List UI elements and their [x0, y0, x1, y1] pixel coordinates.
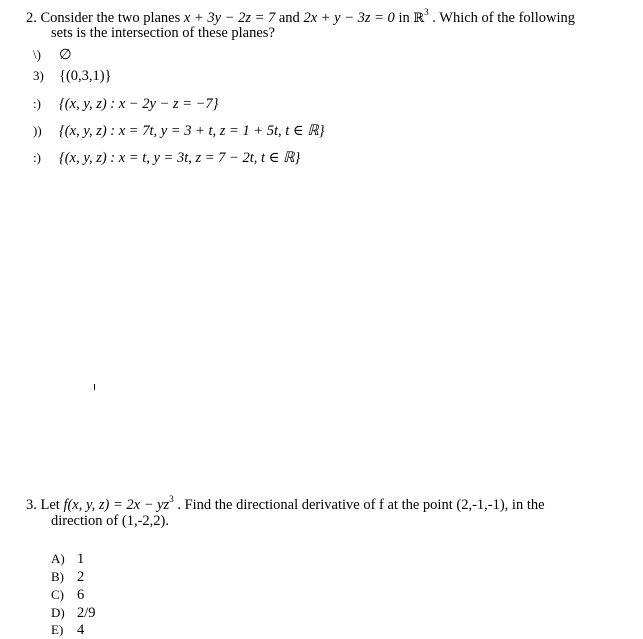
q2-option-a-text: ∅	[59, 47, 72, 63]
q2-text-b: . Which of the following	[432, 10, 575, 26]
q3-option-d[interactable]	[51, 604, 96, 622]
q2-text-c: sets is the intersection of these planes?	[51, 25, 275, 41]
q3-function: f(x, y, z) = 2x − yz	[63, 497, 170, 513]
q3-option-e-letter: E)	[51, 622, 64, 637]
q2-option-b[interactable]	[33, 67, 112, 85]
q3-option-c-text: 6	[77, 587, 85, 603]
q3-option-a-letter: A)	[51, 551, 65, 566]
q2-option-d-text: {(x, y, z) : x = 7t, y = 3 + t, z = 1 + 5t, t ∈ ℝ}	[59, 123, 325, 139]
q3-function-exponent: 3	[169, 494, 174, 504]
q2-option-e[interactable]	[33, 149, 300, 167]
q2-plane-2: 2x + y − 3z = 0	[303, 10, 395, 26]
q2-option-a[interactable]	[33, 46, 72, 64]
q2-number: 2.	[26, 10, 37, 26]
q3-option-b-text: 2	[77, 569, 85, 585]
q2-space-exponent: 3	[424, 7, 429, 17]
q3-option-e[interactable]	[51, 621, 84, 639]
q2-option-a-letter: \)	[33, 47, 41, 62]
q2-option-d[interactable]	[33, 122, 325, 140]
q2-option-c-text: {(x, y, z) : x − 2y − z = −7}	[59, 96, 219, 112]
q2-in: in	[398, 10, 410, 26]
q2-plane-1: x + 3y − 2z = 7	[183, 10, 276, 26]
q3-option-d-letter: D)	[51, 605, 65, 620]
q3-option-d-text: 2/9	[77, 605, 96, 621]
q3-line-1	[26, 490, 545, 514]
q3-option-b[interactable]	[51, 568, 84, 586]
q2-option-c[interactable]	[33, 95, 218, 113]
q2-line-2	[51, 24, 275, 42]
q3-option-a-text: 1	[77, 551, 85, 567]
q2-space: ℝ	[413, 11, 425, 26]
q3-option-c[interactable]	[51, 586, 84, 604]
q2-option-e-letter: :)	[33, 150, 41, 165]
q3-line-2	[51, 512, 169, 530]
q3-option-b-letter: B)	[51, 569, 64, 584]
q2-option-d-letter: ))	[33, 123, 42, 138]
q3-text-a: Let	[40, 497, 60, 513]
q3-option-c-letter: C)	[51, 587, 64, 602]
q3-number: 3.	[26, 497, 37, 513]
q2-option-b-text: {(0,3,1)}	[59, 68, 112, 84]
q3-text-c: direction of (1,-2,2).	[51, 513, 169, 529]
q2-text-a: Consider the two planes	[40, 10, 181, 26]
q2-option-b-letter: 3)	[33, 68, 44, 83]
q3-option-e-text: 4	[77, 622, 85, 638]
q2-option-c-letter: :)	[33, 96, 41, 111]
q2-and: and	[278, 10, 300, 26]
q3-option-a[interactable]	[51, 550, 84, 568]
q2-option-e-text: {(x, y, z) : x = t, y = 3t, z = 7 − 2t, t ∈ ℝ}	[59, 150, 301, 166]
q3-text-b: . Find the directional derivative of f at the point (2,-1,-1), in the	[177, 497, 545, 513]
stray-mark	[94, 384, 95, 390]
